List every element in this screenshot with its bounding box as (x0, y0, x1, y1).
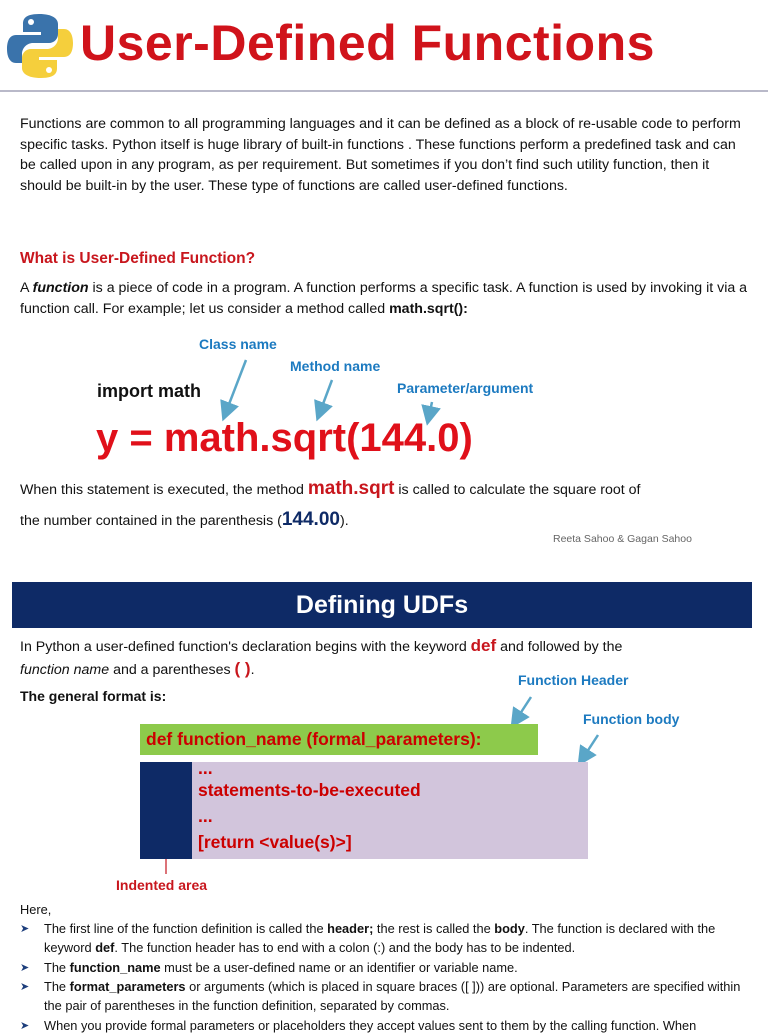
intro-paragraph: Functions are common to all programming languages and it can be defined as a block of re-usable code to perform specific tasks. Python itself is huge library of built-in functions . These functions perform a predefined task and can be called upon in any program, as per requirement. But sometimes if you don’t find such utility function, then it should be built-in by the user. These type of functions are called user-defined functions. (20, 116, 741, 194)
section-heading: What is User-Defined Function? (20, 250, 256, 267)
udf-intro-line-1: In Python a user-defined function's declaration begins with the keyword def and followed by the (20, 636, 623, 655)
bullet-arrow-icon: ➤ (20, 923, 30, 935)
method-name-arrow (320, 380, 332, 412)
explanation-line-2: the number contained in the parenthesis (144.00). (20, 509, 349, 530)
import-line: import math (97, 381, 202, 401)
function-header-label: Function Header (518, 672, 629, 688)
author-credit: Reeta Sahoo & Gagan Sahoo (553, 533, 692, 545)
body-line: ... (198, 758, 213, 778)
body-line: [return <value(s)>] (198, 832, 352, 852)
page-title: User-Defined Functions (80, 15, 655, 71)
definition-paragraph: A function is a piece of code in a program. A function performs a specific task. A function is used by invoking it via a function call. For example; let us consider a method called math.sqrt(): (20, 280, 748, 317)
bullet-arrow-icon: ➤ (20, 1020, 30, 1032)
udf-intro-line-2: function name and a parentheses ( ). (20, 659, 255, 678)
body-line: statements-to-be-executed (198, 780, 421, 800)
method-name-label: Method name (290, 358, 381, 374)
list-item: ➤ The format_parameters or arguments (which is placed in square braces ([ ])) are optional. Parameters are specified within the pair of parentheses in the function definition, separated by commas. (20, 979, 741, 1013)
indent-block (140, 762, 192, 859)
function-body-arrow (583, 735, 598, 758)
bullet-arrow-icon: ➤ (20, 981, 30, 993)
body-line: ... (198, 806, 213, 826)
list-item: ➤ The first line of the function definition is called the header; the rest is called the body. The function is declared with the keyword def. The function header has to end with a colon (:) and the body has to be indented. (20, 921, 716, 955)
class-name-arrow (226, 360, 246, 412)
explanation-line-1: When this statement is executed, the method math.sqrt is called to calculate the square root of (20, 478, 641, 499)
function-header-box (140, 724, 538, 755)
function-body-label: Function body (583, 711, 680, 727)
class-name-label: Class name (199, 336, 277, 352)
here-label: Here, (20, 902, 52, 917)
bullet-arrow-icon: ➤ (20, 962, 30, 974)
def-line: def function_name (formal_parameters): (146, 729, 482, 749)
parameter-label: Parameter/argument (397, 380, 534, 396)
list-item: ➤ When you provide formal parameters or placeholders they accept values sent to them by the calling function. When (20, 1016, 760, 1035)
indented-area-label: Indented area (116, 877, 208, 893)
code-example: y = math.sqrt(144.0) (96, 416, 473, 460)
function-header-arrow (516, 697, 531, 720)
general-format-label: The general format is: (20, 688, 167, 704)
parameter-arrow (429, 402, 432, 416)
list-item: ➤ The function_name must be a user-defined name or an identifier or variable name. (20, 958, 760, 977)
section-banner: Defining UDFs (12, 582, 752, 628)
